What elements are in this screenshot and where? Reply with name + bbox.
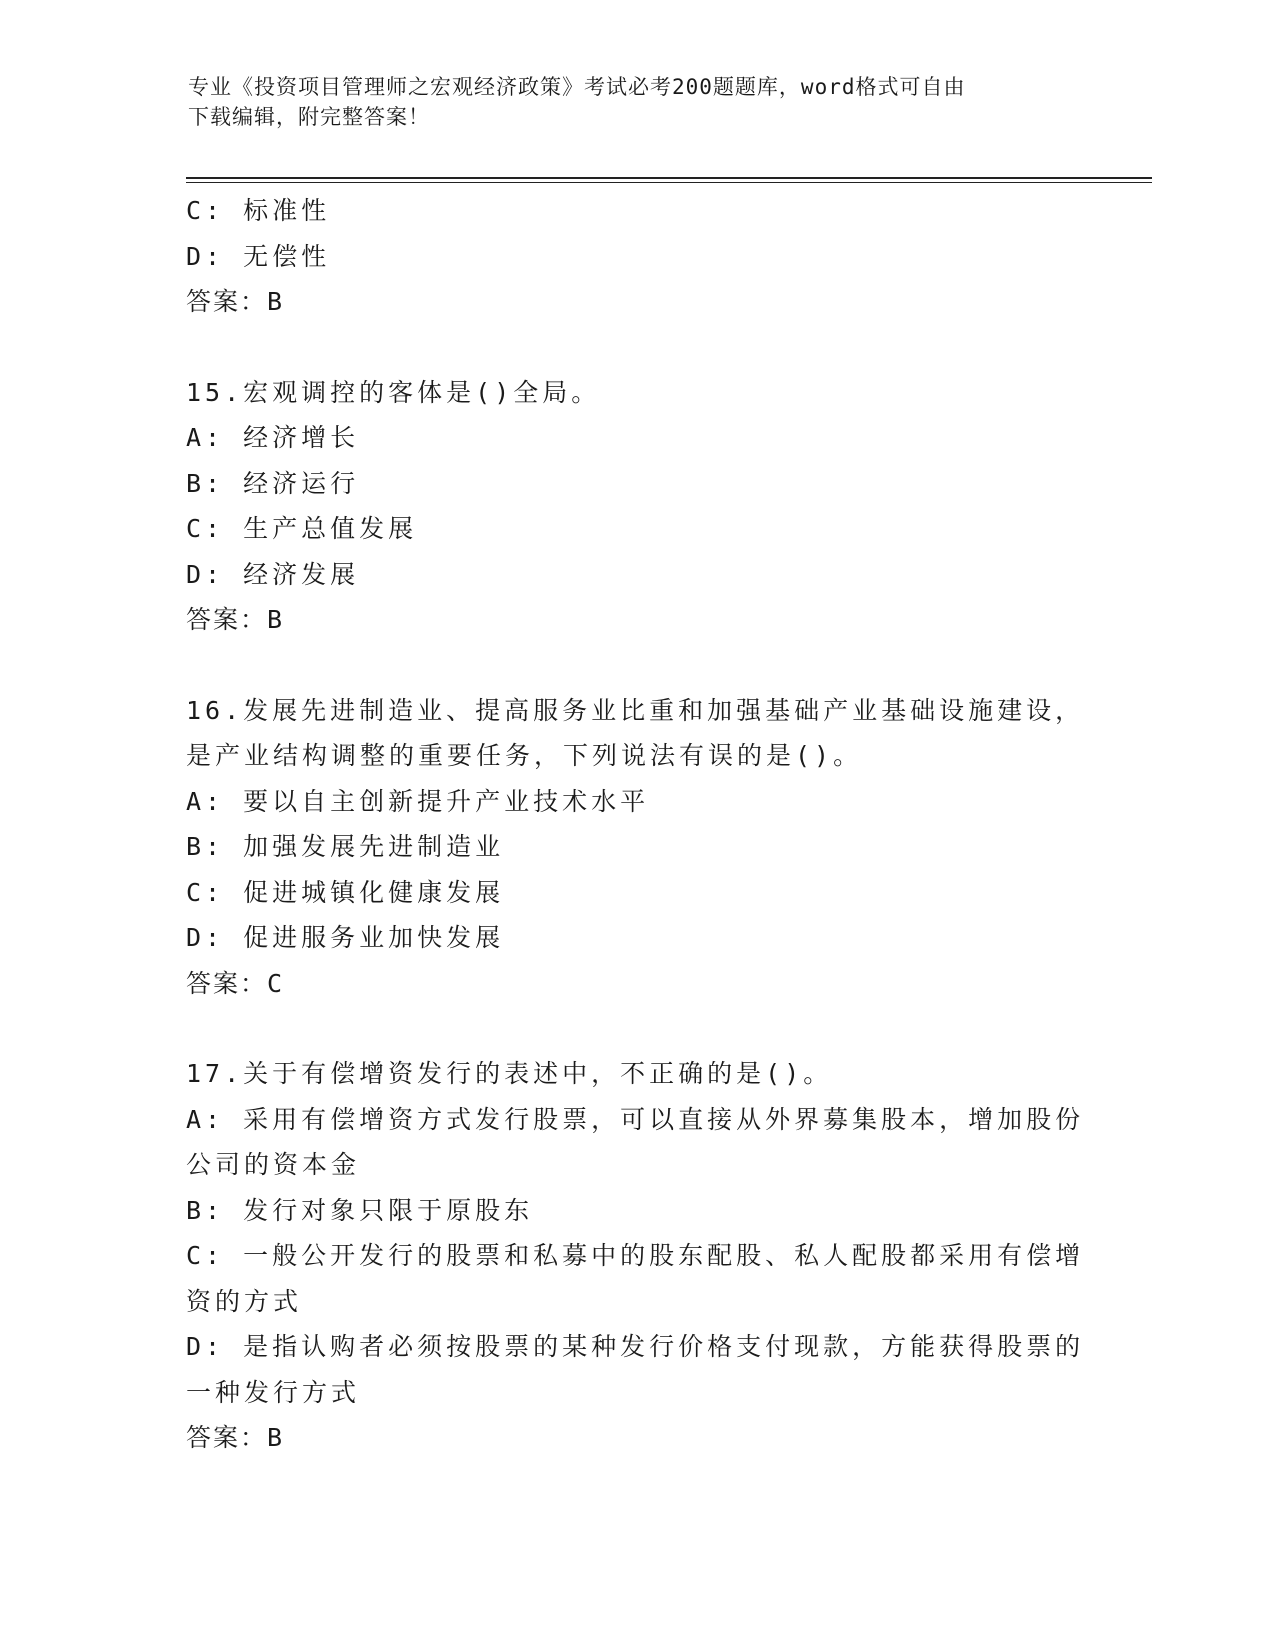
- option-c: C: 促进城镇化健康发展: [186, 877, 505, 907]
- option-d: D: 无偿性: [186, 241, 331, 271]
- option-a: A: 要以自主创新提升产业技术水平: [186, 786, 650, 816]
- option-a-continued: 公司的资本金: [186, 1150, 361, 1179]
- answer: 答案：C: [186, 968, 285, 998]
- question-stem: 15.宏观调控的客体是()全局。: [186, 377, 601, 407]
- header-rule-thick: [186, 177, 1152, 179]
- header-rule-thin: [186, 182, 1152, 183]
- option-d: D: 经济发展: [186, 559, 360, 589]
- question-stem: 16.发展先进制造业、提高服务业比重和加强基础产业基础设施建设，: [186, 695, 1085, 725]
- answer: 答案：B: [186, 287, 285, 316]
- option-b: B: 经济运行: [186, 468, 360, 498]
- option-d: D: 是指认购者必须按股票的某种发行价格支付现款，方能获得股票的: [186, 1332, 1085, 1361]
- option-b: B: 发行对象只限于原股东: [186, 1195, 534, 1225]
- option-d-continued: 一种发行方式: [186, 1377, 361, 1407]
- answer: 答案：B: [186, 605, 285, 634]
- document-header: [188, 72, 1068, 132]
- header-line-1: 专业《投资项目管理师之宏观经济政策》考试必考200题题库，word格式可自由: [188, 75, 966, 99]
- option-c-continued: 资的方式: [186, 1286, 303, 1316]
- option-b: B: 加强发展先进制造业: [186, 832, 505, 861]
- option-c: C: 生产总值发展: [186, 514, 418, 543]
- question-stem-continued: 是产业结构调整的重要任务，下列说法有误的是()。: [186, 741, 863, 770]
- question-content: [186, 188, 1086, 1461]
- question-stem: 17.关于有偿增资发行的表述中，不正确的是()。: [186, 1059, 833, 1088]
- option-a: A: 采用有偿增资方式发行股票，可以直接从外界募集股本，增加股份: [186, 1104, 1085, 1134]
- option-d: D: 促进服务业加快发展: [186, 923, 505, 952]
- answer: 答案：B: [186, 1423, 285, 1452]
- option-c: C: 一般公开发行的股票和私募中的股东配股、私人配股都采用有偿增: [186, 1241, 1085, 1270]
- header-line-2: 下载编辑，附完整答案！: [188, 105, 430, 129]
- option-a: A: 经济增长: [186, 423, 360, 452]
- option-c: C: 标准性: [186, 196, 331, 225]
